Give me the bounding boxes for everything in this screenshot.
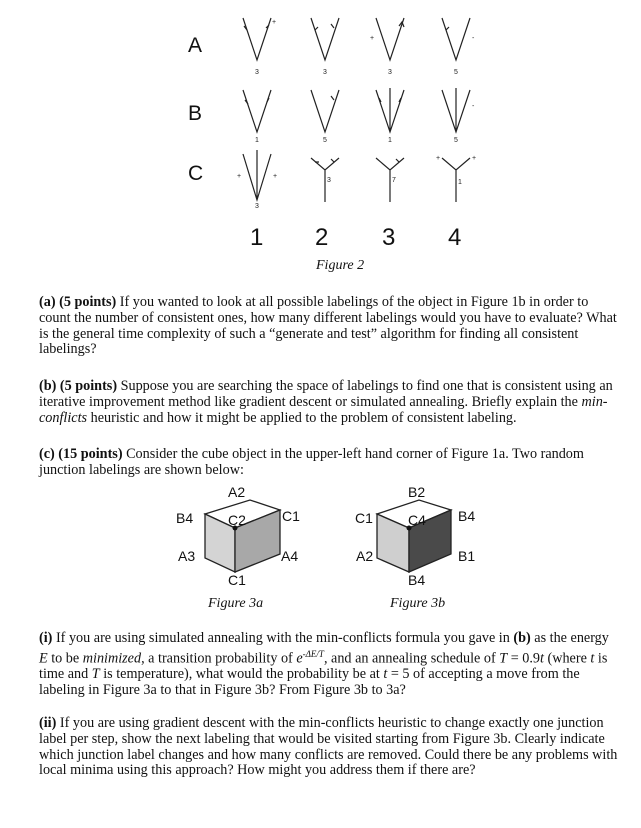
label-3a-bottom: C1 bbox=[228, 572, 246, 588]
question-b-label: (b) (5 points) bbox=[39, 378, 118, 394]
junction-c1 bbox=[243, 150, 271, 200]
question-i-label: (i) bbox=[39, 630, 53, 646]
junction-c2 bbox=[311, 158, 339, 202]
svg-text:-: - bbox=[472, 103, 475, 110]
question-a bbox=[39, 295, 619, 358]
svg-text:1: 1 bbox=[458, 179, 462, 186]
junction-a4 bbox=[442, 18, 470, 60]
svg-text:+: + bbox=[436, 155, 441, 162]
label-3b-lower-left: A2 bbox=[356, 548, 374, 564]
question-ii bbox=[39, 716, 619, 779]
svg-text:5: 5 bbox=[323, 137, 327, 144]
junction-b1 bbox=[243, 90, 271, 132]
question-c-label: (c) (15 points) bbox=[39, 446, 123, 462]
svg-text:3: 3 bbox=[255, 203, 259, 210]
question-ii-label: (ii) bbox=[39, 715, 57, 731]
svg-text:1: 1 bbox=[388, 137, 392, 144]
svg-text:1: 1 bbox=[255, 137, 259, 144]
label-3a-upper-left: B4 bbox=[176, 510, 194, 526]
svg-text:5: 5 bbox=[454, 69, 458, 76]
svg-text:+: + bbox=[237, 173, 242, 180]
label-3b-upper-left: C1 bbox=[355, 510, 373, 526]
label-3a-lower-left: A3 bbox=[178, 548, 196, 564]
question-a-text: If you wanted to look at all possible labelings of the object in Figure 1b in order to count the number of consistent ones, how many different labelings would you have to evaluate? What is the general time complexity of such a “generate and test” algorithm for finding all consistent labelings? bbox=[39, 294, 617, 358]
question-c-text: Consider the cube object in the upper-left hand corner of Figure 1a. Two random junction labelings are shown below: bbox=[39, 446, 584, 478]
label-3a-top: A2 bbox=[228, 484, 246, 500]
cube-3b bbox=[369, 496, 469, 578]
column-label-4: 4 bbox=[448, 224, 462, 251]
junction-b2 bbox=[311, 90, 339, 132]
question-ii-text: If you are using gradient descent with the min-conflicts heuristic to change exactly one junction label per step, show the next labeling that would be visited starting from Figure 3b. Clearly indicate which junction label changes and how many conflicts are removed. Could there be any problems with local minima using this approach? How might you address them if there are? bbox=[39, 715, 618, 779]
svg-text:7: 7 bbox=[392, 177, 396, 184]
min-conflicts-term: min-conflicts bbox=[39, 393, 608, 426]
label-3a-center: C2 bbox=[228, 512, 246, 528]
svg-text:-: - bbox=[472, 35, 475, 42]
junction-a1 bbox=[243, 18, 271, 60]
svg-text:3: 3 bbox=[388, 69, 392, 76]
svg-text:3: 3 bbox=[323, 69, 327, 76]
figure-2-caption: Figure 2 bbox=[316, 258, 365, 273]
junction-a2 bbox=[311, 18, 339, 60]
column-label-2: 2 bbox=[315, 224, 329, 251]
junction-c4 bbox=[442, 158, 470, 202]
label-3b-bottom: B4 bbox=[408, 572, 426, 588]
question-b: (b) (5 points) Suppose you are searching the space of labelings to find one that is consistent using an iterative improvement method like gradient descent or simulated annealing. Briefly explain the min-conflicts heuristic and how it might be applied to the problem of consistent labeling. bbox=[39, 378, 613, 426]
figure-3a-caption: Figure 3a bbox=[208, 596, 264, 611]
junction-c3 bbox=[376, 158, 404, 202]
question-a-label: (a) (5 points) bbox=[39, 294, 117, 310]
junction-a3 bbox=[376, 18, 404, 60]
junction-b3 bbox=[376, 88, 404, 132]
label-3b-center: C4 bbox=[408, 512, 426, 528]
svg-text:+: + bbox=[472, 155, 477, 162]
svg-text:3: 3 bbox=[255, 69, 259, 76]
row-label-a: A bbox=[188, 34, 203, 57]
label-3b-lower-right: B1 bbox=[458, 548, 476, 564]
column-label-1: 1 bbox=[250, 224, 264, 251]
junction-grid bbox=[220, 10, 480, 215]
svg-text:3: 3 bbox=[327, 177, 331, 184]
figure-3b-caption: Figure 3b bbox=[390, 596, 446, 611]
label-3a-lower-right: A4 bbox=[281, 548, 299, 564]
question-i: (i) If you are using simulated annealing with the min-conflicts formula you gave in (b) as the energy E to be minimized, a transition probability of $e^{-\Delta E/T}$, and an annealing schedule of T = 0.9t (where t is time and T is temperature), what would the probability be at t = 5 of accepting a move from the labeling in Figure 3a to that in Figure 3b? From Figure 3b to 3a? bbox=[39, 630, 609, 699]
label-3b-upper-right: B4 bbox=[458, 508, 476, 524]
question-c bbox=[39, 447, 619, 479]
cube-3a bbox=[195, 496, 295, 578]
svg-text:+: + bbox=[272, 19, 277, 26]
column-label-3: 3 bbox=[382, 224, 396, 251]
svg-text:+: + bbox=[370, 35, 375, 42]
label-3a-upper-right: C1 bbox=[282, 508, 300, 524]
label-3b-top: B2 bbox=[408, 484, 426, 500]
row-label-b: B bbox=[188, 102, 203, 125]
svg-text:+: + bbox=[273, 173, 278, 180]
svg-text:5: 5 bbox=[454, 137, 458, 144]
junction-b4 bbox=[442, 88, 470, 132]
row-label-c: C bbox=[188, 162, 204, 185]
